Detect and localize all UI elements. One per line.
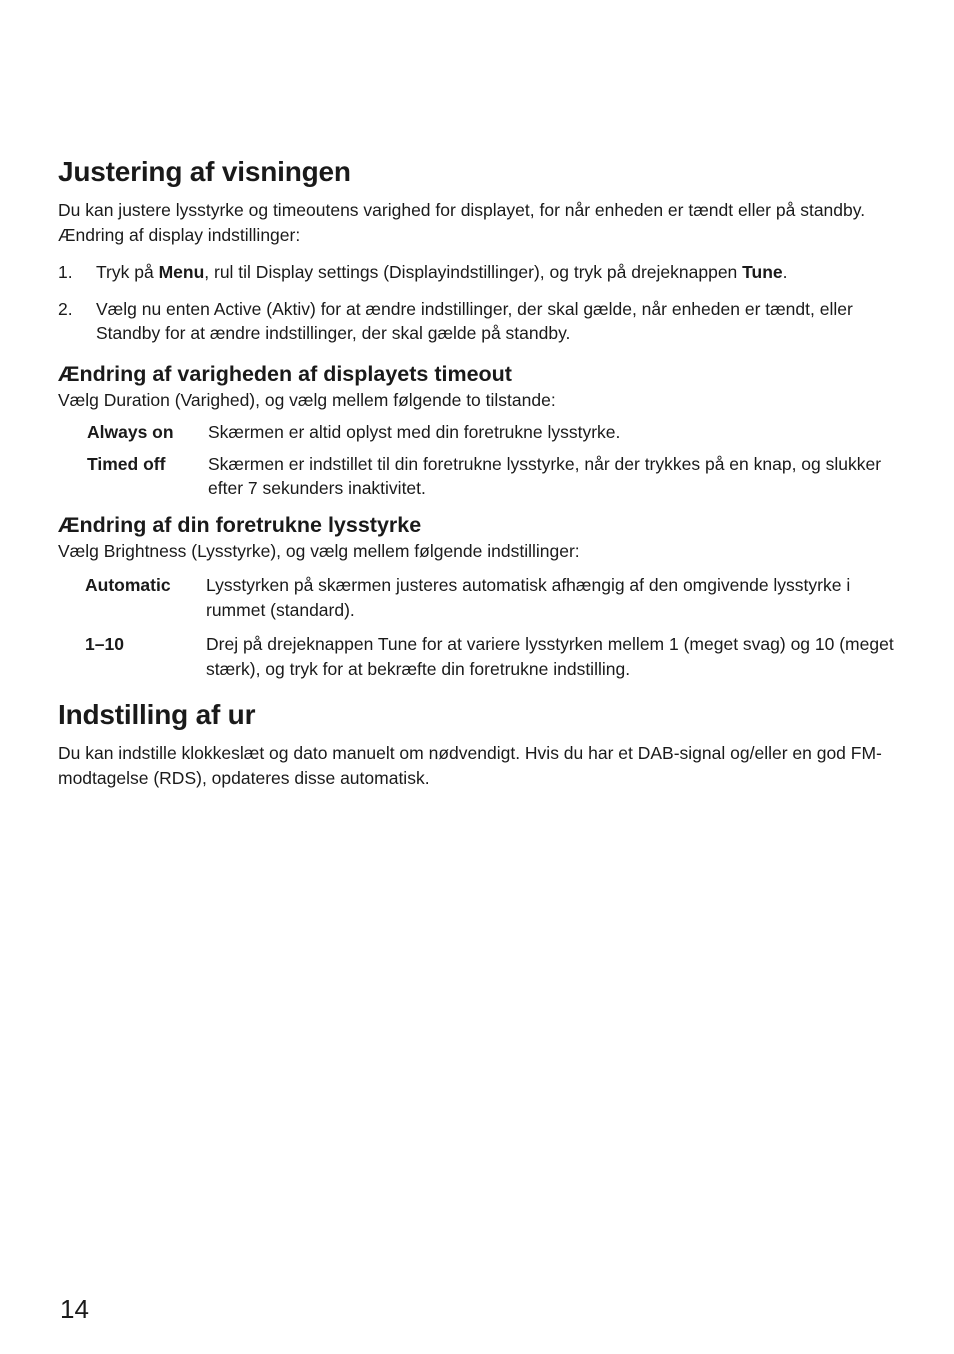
step-text-part: . (782, 262, 788, 282)
subsection-title-brightness: Ændring af din foretrukne lysstyrke (58, 512, 422, 537)
step-text-part: Tryk på (96, 262, 159, 282)
subsection-intro-timeout: Vælg Duration (Varighed), og vælg mellem følgende to tilstande: (58, 389, 556, 410)
list-item (58, 297, 898, 346)
list-item (58, 260, 898, 285)
page-number: 14 (60, 1294, 89, 1324)
section-title-clock: Indstilling af ur (58, 699, 256, 730)
step-number: 1. (58, 262, 73, 282)
steps-list (58, 260, 898, 346)
list-item (58, 573, 898, 622)
option-term: Automatic (85, 575, 171, 595)
option-term: 1–10 (85, 634, 124, 654)
step-number: 2. (58, 298, 73, 319)
step-keyword-menu: Menu (158, 262, 205, 282)
option-term: Timed off (87, 453, 166, 474)
step-text-part: , rul til Display settings (Displayindstillinger), og tryk på drejeknappen (204, 262, 743, 282)
list-item (58, 420, 898, 445)
step-keyword-tune: Tune (742, 262, 783, 282)
step-text: Vælg nu enten Active (Aktiv) for at ændre indstillinger, der skal gælde, når enheden er tændt, eller Standby for at ændre indstillinger, der skal gælde på standby. (96, 298, 853, 343)
option-desc: Skærmen er altid oplyst med din foretrukne lysstyrke. (208, 422, 621, 442)
section-body-clock: Du kan indstille klokkeslæt og dato manuelt om nødvendigt. Hvis du har et DAB-signal og/eller en god FM-modtagelse (RDS), opdateres disse automatisk. (58, 743, 882, 788)
list-item (58, 632, 898, 681)
timeout-options (58, 420, 898, 501)
list-item (58, 452, 898, 501)
section-intro-display: Du kan justere lysstyrke og timeoutens varighed for displayet, for når enheden er tændt eller på standby. Ændring af display indstillinger: (58, 200, 866, 245)
subsection-title-timeout: Ændring af varigheden af displayets timeout (58, 361, 512, 386)
brightness-options (58, 573, 898, 681)
option-desc: Drej på drejeknappen Tune for at variere lysstyrken mellem 1 (meget svag) og 10 (meget stærk), og tryk for at bekræfte din foretrukne indstilling. (206, 634, 894, 679)
option-term: Always on (87, 422, 174, 442)
option-desc: Skærmen er indstillet til din foretrukne lysstyrke, når der trykkes på en knap, og slukker efter 7 sekunders inaktivitet. (208, 453, 882, 498)
step-text (96, 260, 898, 285)
subsection-intro-brightness: Vælg Brightness (Lysstyrke), og vælg mellem følgende indstillinger: (58, 540, 580, 561)
option-desc: Lysstyrken på skærmen justeres automatisk afhængig af den omgivende lysstyrke i rummet (standard). (206, 575, 851, 620)
section-title-display: Justering af visningen (58, 156, 351, 187)
document-page (58, 152, 898, 790)
